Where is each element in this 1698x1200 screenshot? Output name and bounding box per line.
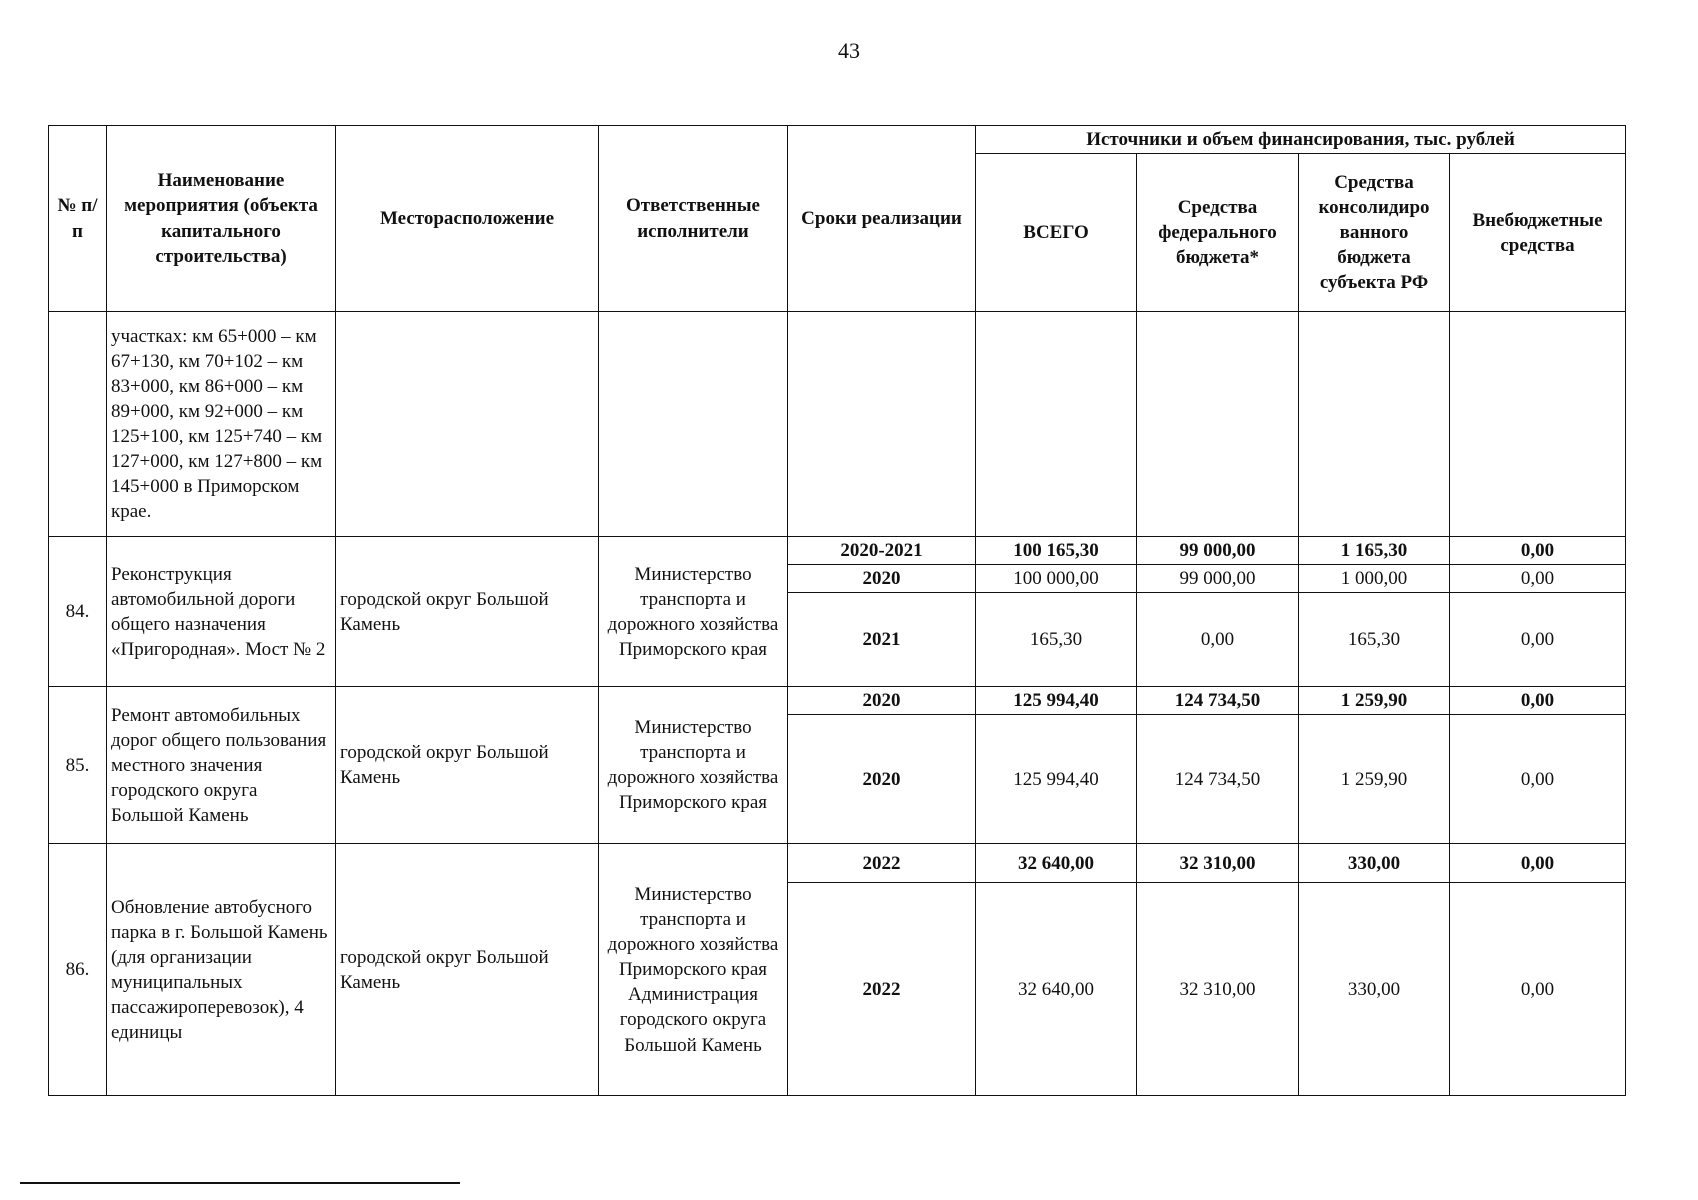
regional-cell: 1 259,90	[1299, 715, 1450, 844]
entry-name: Обновление автобусного парка в г. Большой Камень (для организации муниципальных пассажироперевозок), 4 единицы	[107, 844, 336, 1096]
federal-cell: 99 000,00	[1137, 565, 1299, 593]
continuation-row	[49, 312, 1626, 537]
continuation-empty-cell	[788, 312, 976, 537]
total-cell: 32 640,00	[976, 883, 1137, 1096]
page-number: 43	[838, 38, 860, 63]
regional-cell: 1 259,90	[1299, 687, 1450, 715]
total-cell: 100 165,30	[976, 537, 1137, 565]
entry-location: городской округ Большой Камень	[336, 537, 599, 687]
federal-cell: 32 310,00	[1137, 883, 1299, 1096]
table-row	[49, 844, 1626, 883]
period-cell: 2020	[788, 715, 976, 844]
continuation-num-cell	[49, 312, 107, 537]
total-cell: 100 000,00	[976, 565, 1137, 593]
entry-name: Ремонт автомобильных дорог общего пользования местного значения городского округа Большой Камень	[107, 687, 336, 844]
entry-responsible: Министерство транспорта и дорожного хозяйства Приморского края Администрация городского округа Большой Камень	[599, 844, 788, 1096]
continuation-empty-cell	[1299, 312, 1450, 537]
period-cell: 2020	[788, 687, 976, 715]
financing-table	[48, 125, 1626, 1096]
extra-cell: 0,00	[1450, 593, 1626, 687]
regional-cell: 330,00	[1299, 883, 1450, 1096]
continuation-empty-cell	[1450, 312, 1626, 537]
total-cell: 165,30	[976, 593, 1137, 687]
footnote-separator	[20, 1182, 460, 1184]
header-funding-group: Источники и объем финансирования, тыс. рублей	[976, 126, 1626, 154]
extra-cell: 0,00	[1450, 844, 1626, 883]
regional-cell: 330,00	[1299, 844, 1450, 883]
entry-location: городской округ Большой Камень	[336, 687, 599, 844]
entry-number: 84.	[49, 537, 107, 687]
header-federal: Средства федерального бюджета*	[1137, 154, 1299, 312]
header-num: № п/п	[49, 126, 107, 312]
header-regional: Средства консолидиро ванного бюджета субъекта РФ	[1299, 154, 1450, 312]
header-extra: Внебюджетные средства	[1450, 154, 1626, 312]
period-cell: 2020	[788, 565, 976, 593]
entry-number: 86.	[49, 844, 107, 1096]
period-cell: 2021	[788, 593, 976, 687]
extra-cell: 0,00	[1450, 883, 1626, 1096]
extra-cell: 0,00	[1450, 715, 1626, 844]
total-cell: 125 994,40	[976, 687, 1137, 715]
header-total: ВСЕГО	[976, 154, 1137, 312]
federal-cell: 0,00	[1137, 593, 1299, 687]
continuation-empty-cell	[976, 312, 1137, 537]
federal-cell: 99 000,00	[1137, 537, 1299, 565]
federal-cell: 32 310,00	[1137, 844, 1299, 883]
regional-cell: 165,30	[1299, 593, 1450, 687]
regional-cell: 1 000,00	[1299, 565, 1450, 593]
entry-name: Реконструкция автомобильной дороги общего назначения «Пригородная». Мост № 2	[107, 537, 336, 687]
period-cell: 2022	[788, 844, 976, 883]
extra-cell: 0,00	[1450, 565, 1626, 593]
header-row-1	[49, 126, 1626, 154]
extra-cell: 0,00	[1450, 687, 1626, 715]
regional-cell: 1 165,30	[1299, 537, 1450, 565]
entry-location: городской округ Большой Камень	[336, 844, 599, 1096]
total-cell: 32 640,00	[976, 844, 1137, 883]
table-row	[49, 537, 1626, 565]
period-cell: 2022	[788, 883, 976, 1096]
entry-number: 85.	[49, 687, 107, 844]
continuation-name: участках: км 65+000 – км 67+130, км 70+102 – км 83+000, км 86+000 – км 89+000, км 92+000 – км 125+100, км 125+740 – км 127+000, км 127+800 – км 145+000 в Приморском крае.	[107, 312, 336, 537]
continuation-empty-cell	[599, 312, 788, 537]
entry-responsible: Министерство транспорта и дорожного хозяйства Приморского края	[599, 537, 788, 687]
header-responsible: Ответственные исполнители	[599, 126, 788, 312]
federal-cell: 124 734,50	[1137, 715, 1299, 844]
header-location: Месторасположение	[336, 126, 599, 312]
entry-responsible: Министерство транспорта и дорожного хозяйства Приморского края	[599, 687, 788, 844]
extra-cell: 0,00	[1450, 537, 1626, 565]
federal-cell: 124 734,50	[1137, 687, 1299, 715]
header-period: Сроки реализации	[788, 126, 976, 312]
total-cell: 125 994,40	[976, 715, 1137, 844]
continuation-empty-cell	[1137, 312, 1299, 537]
period-cell: 2020-2021	[788, 537, 976, 565]
continuation-empty-cell	[336, 312, 599, 537]
header-name: Наименование мероприятия (объекта капитального строительства)	[107, 126, 336, 312]
table-row	[49, 687, 1626, 715]
